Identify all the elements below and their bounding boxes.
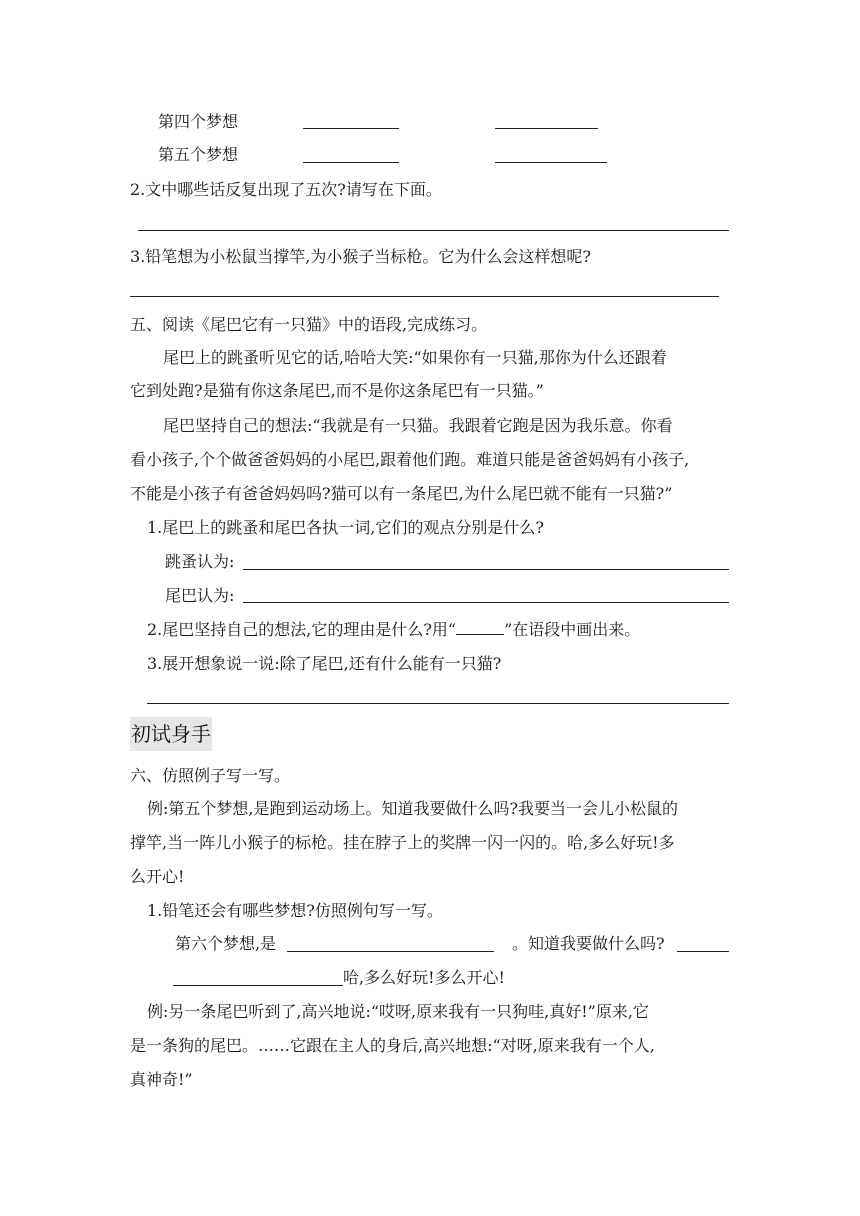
dream-5-blank-1[interactable] xyxy=(303,162,399,163)
question-2: 2.文中哪些话反复出现了五次?请写在下面。 xyxy=(130,180,442,199)
fill-end: 哈,多么好玩!多么开心! xyxy=(343,968,505,987)
part5-question-2 xyxy=(147,620,640,640)
underline-mark-sample xyxy=(456,620,504,635)
part5-question-1: 1.尾巴上的跳蚤和尾巴各执一词,它们的观点分别是什么? xyxy=(147,518,544,537)
part6-question-1: 1.铅笔还会有哪些梦想?仿照例句写一写。 xyxy=(147,901,443,920)
flea-view-answer-line[interactable] xyxy=(243,569,729,570)
dream-5-label: 第五个梦想 xyxy=(158,145,239,164)
part5-question-3: 3.展开想象说一说:除了尾巴,还有什么能有一只猫? xyxy=(147,654,502,673)
example2-line1: 例:另一条尾巴听到了,高兴地说:“哎呀,原来我有一只狗哇,真好!”原来,它 xyxy=(147,1002,649,1021)
part6-heading: 六、仿照例子写一写。 xyxy=(130,766,291,785)
what-to-do-blank-2[interactable] xyxy=(173,985,343,986)
question-3: 3.铅笔想为小松鼠当撑竿,为小猴子当标枪。它为什么会这样想呢? xyxy=(130,247,591,266)
section-tag-first-try: 初试身手 xyxy=(130,717,212,751)
what-to-do-blank-1[interactable] xyxy=(677,951,729,952)
dream-4-label: 第四个梦想 xyxy=(158,112,239,131)
example1-line2: 撑竿,当一阵儿小猴子的标枪。挂在脖子上的奖牌一闪一闪的。哈,多么好玩!多 xyxy=(130,833,675,852)
answer-line-part5-q3[interactable] xyxy=(147,703,729,704)
passage-para1-line1: 尾巴上的跳蚤听见它的话,哈哈大笑:“如果你有一只猫,那你为什么还跟着 xyxy=(163,348,667,367)
q2-suffix: ”在语段中画出来。 xyxy=(504,620,641,639)
fill-middle: 。知道我要做什么吗? xyxy=(512,934,665,953)
answer-line-q2[interactable] xyxy=(138,230,729,231)
tail-view-label: 尾巴认为: xyxy=(165,586,235,605)
sixth-dream-blank[interactable] xyxy=(287,951,494,952)
passage-para1-line2: 它到处跑?是猫有你这条尾巴,而不是你这条尾巴有一只猫。” xyxy=(130,381,544,400)
passage-para2-line3: 不能是小孩子有爸爸妈妈吗?猫可以有一条尾巴,为什么尾巴就不能有一只猫?” xyxy=(130,484,673,503)
tail-view-answer-line[interactable] xyxy=(243,602,729,603)
q2-prefix: 2.尾巴坚持自己的想法,它的理由是什么?用“ xyxy=(147,620,457,639)
example1-line3: 么开心! xyxy=(130,867,185,886)
example1-line1: 例:第五个梦想,是跑到运动场上。知道我要做什么吗?我要当一会儿小松鼠的 xyxy=(147,799,679,818)
passage-para2-line2: 看小孩子,个个做爸爸妈妈的小尾巴,跟着他们跑。难道只能是爸爸妈妈有小孩子, xyxy=(130,450,690,469)
passage-para2-line1: 尾巴坚持自己的想法:“我就是有一只猫。我跟着它跑是因为我乐意。你看 xyxy=(163,416,673,435)
dream-4-blank-1[interactable] xyxy=(303,128,399,129)
answer-line-q3[interactable] xyxy=(130,296,719,297)
example2-line3: 真神奇!” xyxy=(130,1070,193,1089)
fill-prefix: 第六个梦想,是 xyxy=(175,934,277,953)
part5-heading: 五、阅读《尾巴它有一只猫》中的语段,完成练习。 xyxy=(130,315,488,334)
dream-5-blank-2[interactable] xyxy=(495,162,607,163)
flea-view-label: 跳蚤认为: xyxy=(165,552,235,571)
dream-4-blank-2[interactable] xyxy=(495,128,598,129)
example2-line2: 是一条狗的尾巴。……它跟在主人的身后,高兴地想:“对呀,原来我有一个人, xyxy=(130,1036,655,1055)
